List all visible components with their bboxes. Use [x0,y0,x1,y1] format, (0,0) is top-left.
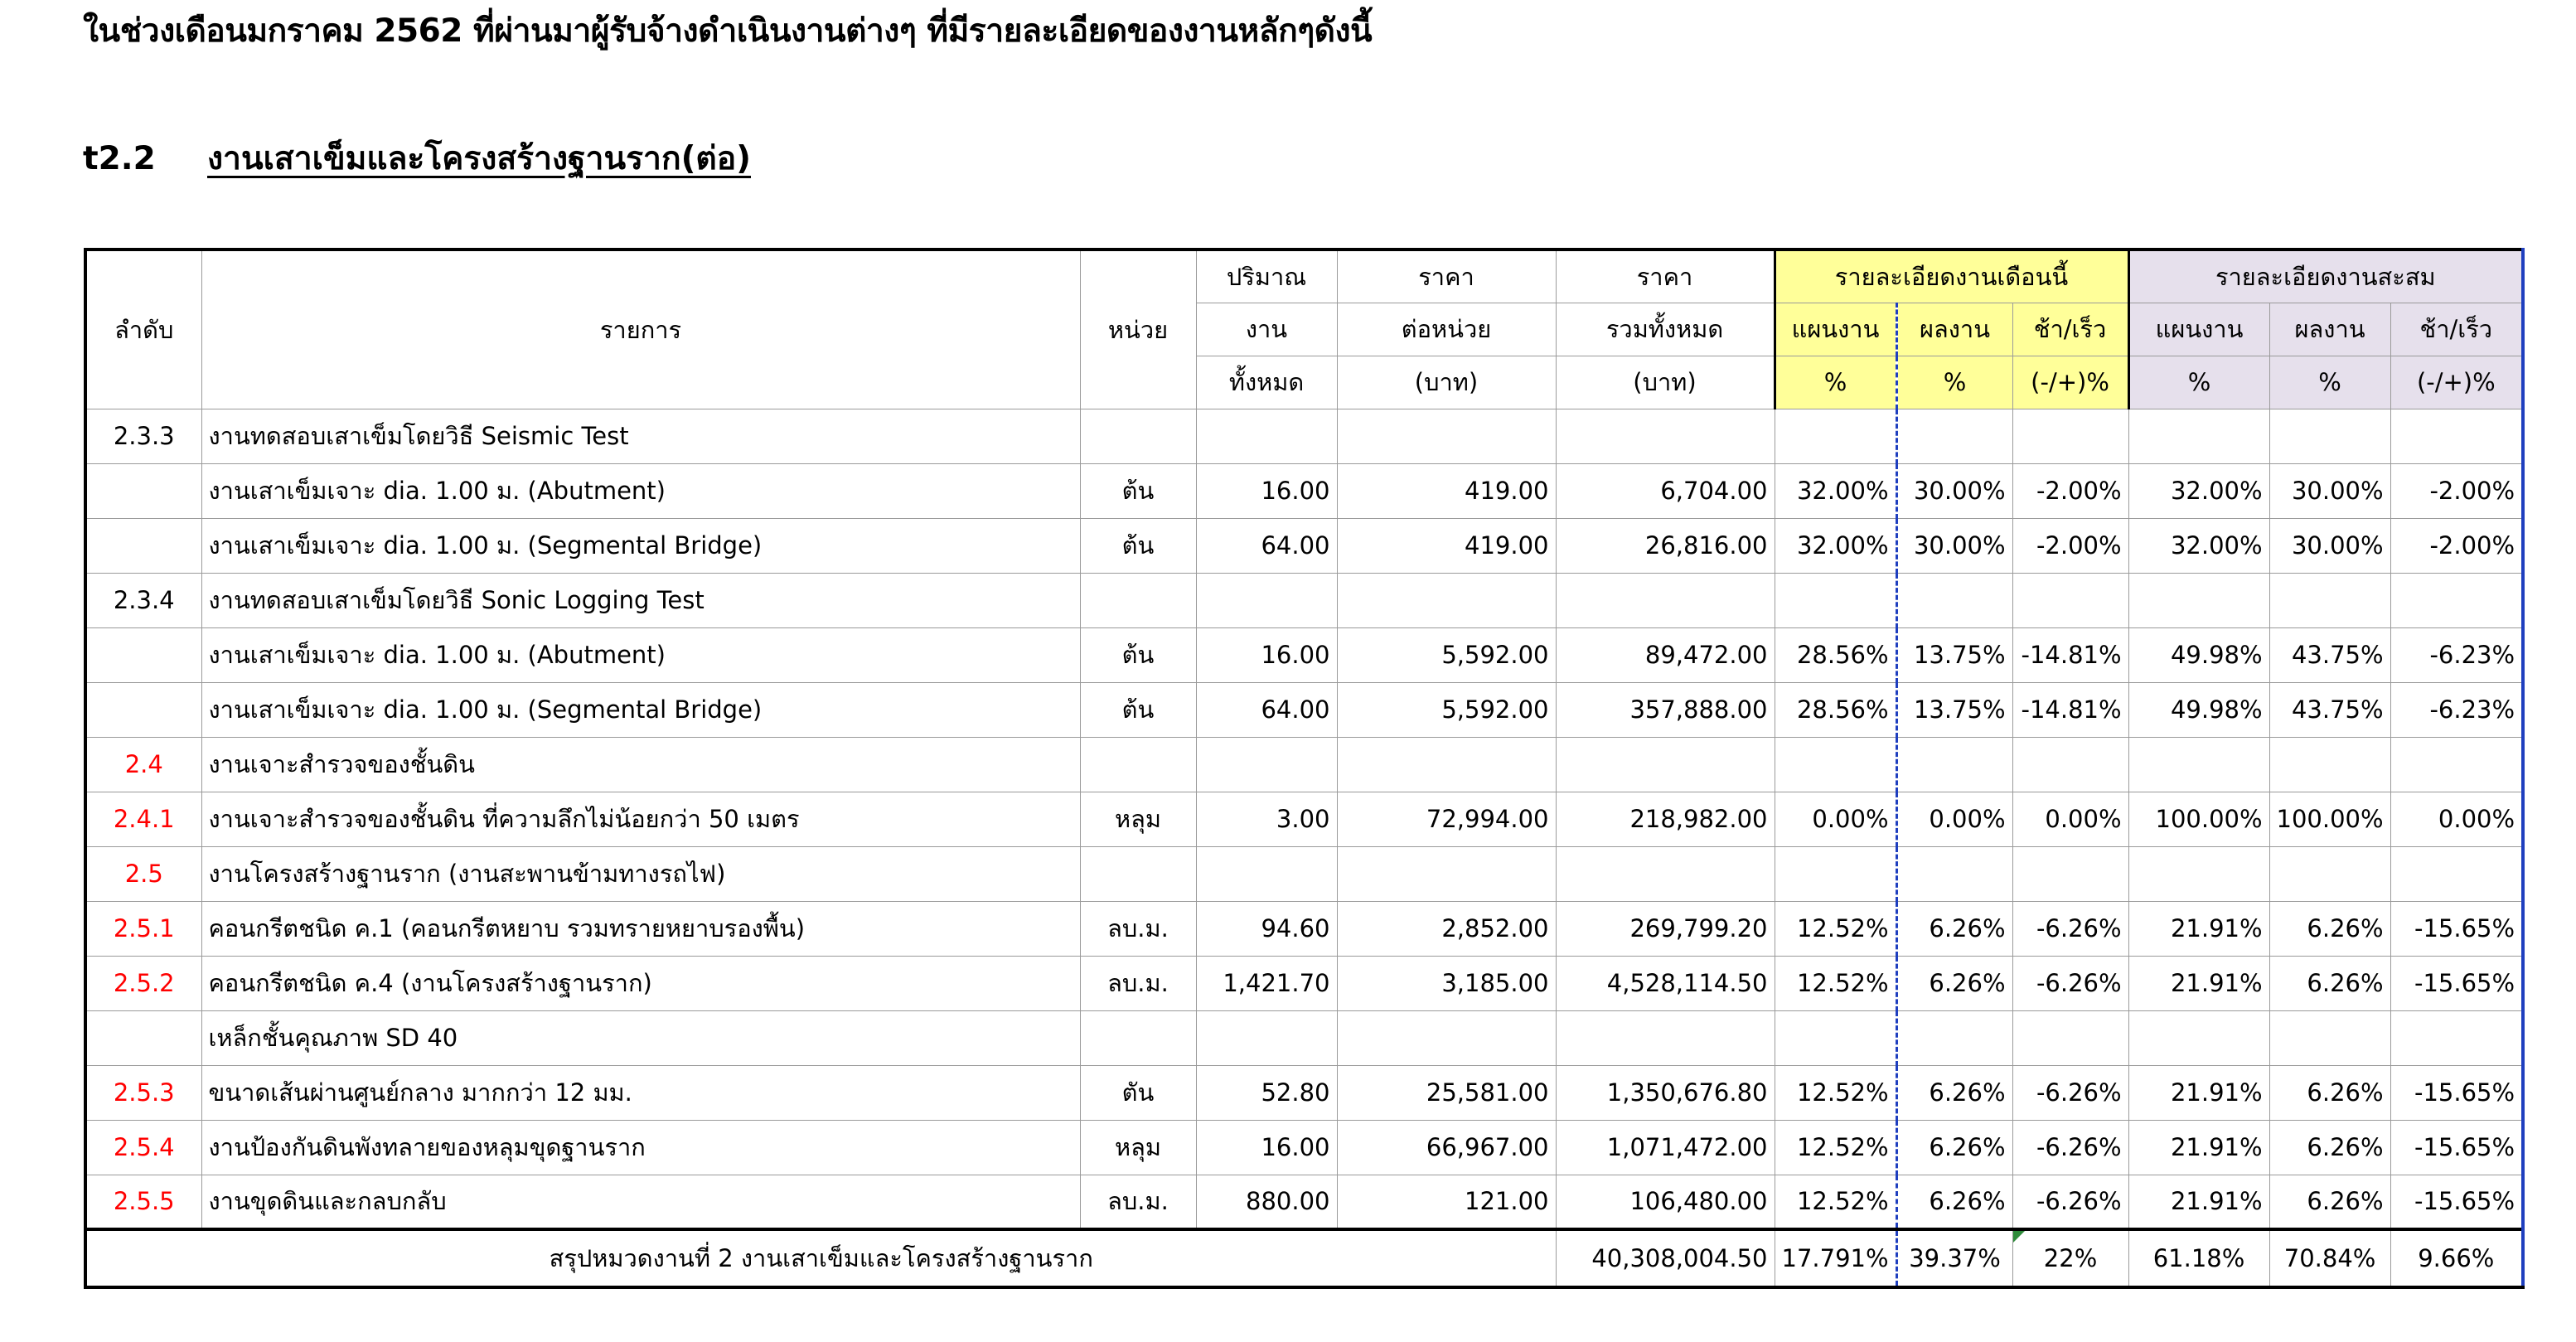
row-cum-diff [2390,1010,2523,1065]
row-cum-actual: 6.26% [2269,901,2390,956]
row-month-diff [2012,737,2128,792]
row-month-actual: 6.26% [1896,901,2012,956]
row-cum-diff [2390,573,2523,627]
row-total-price [1556,737,1775,792]
row-month-plan: 12.52% [1775,1175,1896,1229]
table-row [85,627,2523,682]
row-month-diff: 0.00% [2012,792,2128,846]
row-month-diff: -2.00% [2012,518,2128,573]
row-total-price: 89,472.00 [1556,627,1775,682]
table-row [85,463,2523,518]
row-item: งานเจาะสำรวจของชั้นดิน ที่ความลึกไม่น้อยกว่า 50 เมตร [201,792,1080,846]
row-seq [85,463,201,518]
table-row [85,737,2523,792]
summary-total: 40,308,004.50 [1556,1229,1775,1287]
row-seq: 2.5.2 [85,956,201,1010]
table-row [85,518,2523,573]
row-unit: หลุม [1080,1120,1196,1175]
header-month-diff: ช้า/เร็ว [2012,303,2128,356]
row-unit-price [1337,409,1556,463]
row-seq: 2.3.4 [85,573,201,627]
header-unit-price-3: (บาท) [1337,356,1556,409]
row-total-price: 4,528,114.50 [1556,956,1775,1010]
row-seq: 2.5.3 [85,1065,201,1120]
summary-month-actual: 39.37% [1896,1229,2012,1287]
row-seq [85,518,201,573]
table-row [85,956,2523,1010]
row-seq: 2.4.1 [85,792,201,846]
row-qty: 64.00 [1196,518,1337,573]
row-qty: 880.00 [1196,1175,1337,1229]
row-cum-diff [2390,846,2523,901]
row-unit-price: 72,994.00 [1337,792,1556,846]
row-month-diff: -14.81% [2012,627,2128,682]
row-cum-actual: 6.26% [2269,1120,2390,1175]
row-cum-diff [2390,409,2523,463]
row-cum-actual: 6.26% [2269,1065,2390,1120]
row-cum-diff: -15.65% [2390,1120,2523,1175]
header-total-price-2: รวมทั้งหมด [1556,303,1775,356]
row-unit-price [1337,846,1556,901]
row-month-diff [2012,409,2128,463]
row-cum-actual: 6.26% [2269,1175,2390,1229]
row-unit-price [1337,1010,1556,1065]
row-total-price: 1,071,472.00 [1556,1120,1775,1175]
row-item: เหล็กชั้นคุณภาพ SD 40 [201,1010,1080,1065]
row-month-diff: -6.26% [2012,1065,2128,1120]
header-qty-1: ปริมาณ [1196,250,1337,303]
row-total-price [1556,573,1775,627]
header-month-actual-unit: % [1896,356,2012,409]
row-cum-plan [2128,846,2269,901]
row-cum-actual: 100.00% [2269,792,2390,846]
row-qty: 52.80 [1196,1065,1337,1120]
row-month-actual [1896,846,2012,901]
row-month-actual [1896,409,2012,463]
row-cum-diff: -6.23% [2390,627,2523,682]
header-month-group: รายละเอียดงานเดือนนี้ [1775,250,2128,303]
row-cum-actual [2269,737,2390,792]
row-cum-plan: 100.00% [2128,792,2269,846]
row-cum-diff: -15.65% [2390,956,2523,1010]
row-month-plan [1775,846,1896,901]
row-month-plan: 12.52% [1775,956,1896,1010]
row-seq: 2.4 [85,737,201,792]
row-total-price: 106,480.00 [1556,1175,1775,1229]
row-qty [1196,409,1337,463]
header-unit: หน่วย [1080,250,1196,409]
header-month-actual: ผลงาน [1896,303,2012,356]
table-row [85,573,2523,627]
row-item: งานทดสอบเสาเข็มโดยวิธี Sonic Logging Test [201,573,1080,627]
row-qty: 94.60 [1196,901,1337,956]
row-cum-plan [2128,409,2269,463]
row-seq [85,682,201,737]
row-cum-actual: 43.75% [2269,627,2390,682]
row-cum-actual [2269,1010,2390,1065]
row-month-actual: 30.00% [1896,518,2012,573]
row-cum-actual [2269,573,2390,627]
row-month-plan: 12.52% [1775,1120,1896,1175]
row-unit-price: 3,185.00 [1337,956,1556,1010]
row-month-plan [1775,409,1896,463]
header-unit-price-2: ต่อหน่วย [1337,303,1556,356]
row-total-price [1556,409,1775,463]
row-cum-diff: -2.00% [2390,518,2523,573]
row-unit [1080,573,1196,627]
row-total-price: 26,816.00 [1556,518,1775,573]
row-cum-plan: 49.98% [2128,627,2269,682]
row-month-plan: 32.00% [1775,518,1896,573]
report-heading: ในช่วงเดือนมกราคม 2562 ที่ผ่านมาผู้รับจ้างดำเนินงานต่างๆ ที่มีรายละเอียดของงานหลักๆดังนี้ [83,12,1373,50]
row-month-plan [1775,573,1896,627]
row-cum-actual: 43.75% [2269,682,2390,737]
row-item: งานเสาเข็มเจาะ dia. 1.00 ม. (Abutment) [201,627,1080,682]
row-qty [1196,846,1337,901]
row-item: งานเสาเข็มเจาะ dia. 1.00 ม. (Segmental Bridge) [201,682,1080,737]
summary-month-diff [2012,1229,2128,1287]
row-seq [85,1010,201,1065]
row-qty [1196,737,1337,792]
row-unit: ลบ.ม. [1080,956,1196,1010]
summary-month-plan: 17.791% [1775,1229,1896,1287]
row-item: คอนกรีตชนิด ค.1 (คอนกรีตหยาบ รวมทรายหยาบรองพื้น) [201,901,1080,956]
row-month-actual: 6.26% [1896,1065,2012,1120]
summary-cum-diff: 9.66% [2390,1229,2523,1287]
header-month-plan: แผนงาน [1775,303,1896,356]
row-month-actual: 13.75% [1896,627,2012,682]
row-cum-plan: 21.91% [2128,901,2269,956]
row-cum-diff: -15.65% [2390,1175,2523,1229]
row-unit-price: 5,592.00 [1337,682,1556,737]
row-qty: 64.00 [1196,682,1337,737]
row-cum-diff: -2.00% [2390,463,2523,518]
header-cum-diff: ช้า/เร็ว [2390,303,2523,356]
row-unit [1080,1010,1196,1065]
row-item: ขนาดเส้นผ่านศูนย์กลาง มากกว่า 12 มม. [201,1065,1080,1120]
row-total-price [1556,1010,1775,1065]
row-cum-plan [2128,1010,2269,1065]
table-row [85,792,2523,846]
row-month-diff [2012,846,2128,901]
row-cum-diff: 0.00% [2390,792,2523,846]
row-total-price: 6,704.00 [1556,463,1775,518]
row-qty: 3.00 [1196,792,1337,846]
row-month-diff: -6.26% [2012,1120,2128,1175]
header-month-plan-unit: % [1775,356,1896,409]
section-code: t2.2 [83,140,156,177]
row-unit-price: 5,592.00 [1337,627,1556,682]
header-seq: ลำดับ [85,250,201,409]
row-unit: ต้น [1080,518,1196,573]
summary-row [85,1229,2523,1287]
table-row [85,1065,2523,1120]
row-unit-price: 66,967.00 [1337,1120,1556,1175]
header-cum-diff-unit: (-/+)% [2390,356,2523,409]
summary-label: สรุปหมวดงานที่ 2 งานเสาเข็มและโครงสร้างฐานราก [85,1229,1556,1287]
row-month-plan: 0.00% [1775,792,1896,846]
header-month-diff-unit: (-/+)% [2012,356,2128,409]
row-month-diff [2012,1010,2128,1065]
row-total-price: 269,799.20 [1556,901,1775,956]
row-month-diff: -6.26% [2012,901,2128,956]
row-month-actual: 6.26% [1896,956,2012,1010]
row-unit-price: 419.00 [1337,518,1556,573]
row-unit-price: 2,852.00 [1337,901,1556,956]
row-cum-actual [2269,846,2390,901]
row-unit: ต้น [1080,627,1196,682]
table-row [85,1010,2523,1065]
row-cum-plan: 21.91% [2128,1120,2269,1175]
row-cum-actual: 6.26% [2269,956,2390,1010]
row-cum-diff: -15.65% [2390,901,2523,956]
table-body [85,409,2523,1229]
row-month-actual: 0.00% [1896,792,2012,846]
row-month-actual [1896,1010,2012,1065]
row-unit [1080,846,1196,901]
row-cum-plan: 21.91% [2128,1175,2269,1229]
row-cum-diff: -6.23% [2390,682,2523,737]
row-item: งานเสาเข็มเจาะ dia. 1.00 ม. (Abutment) [201,463,1080,518]
header-cum-plan: แผนงาน [2128,303,2269,356]
row-month-plan: 12.52% [1775,1065,1896,1120]
row-total-price: 218,982.00 [1556,792,1775,846]
row-month-diff: -6.26% [2012,956,2128,1010]
header-total-price-3: (บาท) [1556,356,1775,409]
row-month-diff: -2.00% [2012,463,2128,518]
row-qty [1196,1010,1337,1065]
row-cum-plan: 32.00% [2128,518,2269,573]
row-cum-plan: 49.98% [2128,682,2269,737]
row-unit-price [1337,573,1556,627]
section-title [83,133,751,184]
row-unit: หลุม [1080,792,1196,846]
row-unit: ลบ.ม. [1080,901,1196,956]
row-cum-diff: -15.65% [2390,1065,2523,1120]
row-cum-actual: 30.00% [2269,518,2390,573]
row-month-actual: 30.00% [1896,463,2012,518]
row-qty: 16.00 [1196,1120,1337,1175]
row-unit-price: 121.00 [1337,1175,1556,1229]
row-month-diff: -6.26% [2012,1175,2128,1229]
row-cum-plan [2128,737,2269,792]
row-cum-plan: 21.91% [2128,1065,2269,1120]
header-qty-2: งาน [1196,303,1337,356]
row-month-plan [1775,737,1896,792]
table-row [85,682,2523,737]
table-summary [85,1229,2523,1287]
row-unit: ลบ.ม. [1080,1175,1196,1229]
table-row [85,901,2523,956]
header-cumulative-group: รายละเอียดงานสะสม [2128,250,2523,303]
row-unit-price [1337,737,1556,792]
row-item: งานเสาเข็มเจาะ dia. 1.00 ม. (Segmental Bridge) [201,518,1080,573]
row-cum-diff [2390,737,2523,792]
table-row [85,409,2523,463]
header-unit-price-1: ราคา [1337,250,1556,303]
row-seq: 2.5.4 [85,1120,201,1175]
row-month-plan [1775,1010,1896,1065]
row-month-actual: 6.26% [1896,1175,2012,1229]
row-cum-actual [2269,409,2390,463]
table-header [85,250,2523,409]
row-qty: 1,421.70 [1196,956,1337,1010]
row-unit [1080,737,1196,792]
summary-month-diff-value: 22% [2043,1244,2098,1272]
row-month-actual: 6.26% [1896,1120,2012,1175]
row-month-plan: 28.56% [1775,682,1896,737]
row-unit-price: 419.00 [1337,463,1556,518]
row-month-diff [2012,573,2128,627]
header-cum-plan-unit: % [2128,356,2269,409]
row-qty: 16.00 [1196,627,1337,682]
row-cum-plan [2128,573,2269,627]
row-seq: 2.3.3 [85,409,201,463]
row-seq: 2.5.1 [85,901,201,956]
summary-cum-plan: 61.18% [2128,1229,2269,1287]
row-cum-actual: 30.00% [2269,463,2390,518]
header-cum-actual-unit: % [2269,356,2390,409]
row-month-plan: 32.00% [1775,463,1896,518]
row-total-price [1556,846,1775,901]
table-row [85,1175,2523,1229]
row-item: งานทดสอบเสาเข็มโดยวิธี Seismic Test [201,409,1080,463]
progress-table [84,248,2525,1289]
row-item: คอนกรีตชนิด ค.4 (งานโครงสร้างฐานราก) [201,956,1080,1010]
row-unit: ต้น [1080,463,1196,518]
row-item: งานป้องกันดินพังทลายของหลุมขุดฐานราก [201,1120,1080,1175]
header-total-price-1: ราคา [1556,250,1775,303]
row-item: งานขุดดินและกลบกลับ [201,1175,1080,1229]
row-month-plan: 28.56% [1775,627,1896,682]
row-total-price: 357,888.00 [1556,682,1775,737]
row-month-actual [1896,737,2012,792]
row-seq: 2.5 [85,846,201,901]
row-cum-plan: 32.00% [2128,463,2269,518]
row-total-price: 1,350,676.80 [1556,1065,1775,1120]
header-qty-3: ทั้งหมด [1196,356,1337,409]
row-qty [1196,573,1337,627]
row-month-plan: 12.52% [1775,901,1896,956]
row-cum-plan: 21.91% [2128,956,2269,1010]
row-qty: 16.00 [1196,463,1337,518]
row-seq [85,627,201,682]
row-unit: ต้น [1080,682,1196,737]
comment-marker [2013,1231,2025,1243]
row-month-actual [1896,573,2012,627]
row-unit-price: 25,581.00 [1337,1065,1556,1120]
row-item: งานเจาะสำรวจของชั้นดิน [201,737,1080,792]
row-item: งานโครงสร้างฐานราก (งานสะพานข้ามทางรถไฟ) [201,846,1080,901]
row-month-actual: 13.75% [1896,682,2012,737]
row-unit [1080,409,1196,463]
table-row [85,1120,2523,1175]
header-cum-actual: ผลงาน [2269,303,2390,356]
header-item: รายการ [201,250,1080,409]
summary-cum-actual: 70.84% [2269,1229,2390,1287]
row-month-diff: -14.81% [2012,682,2128,737]
row-unit: ตัน [1080,1065,1196,1120]
section-name: งานเสาเข็มและโครงสร้างฐานราก(ต่อ) [207,140,751,177]
row-seq: 2.5.5 [85,1175,201,1229]
table-row [85,846,2523,901]
